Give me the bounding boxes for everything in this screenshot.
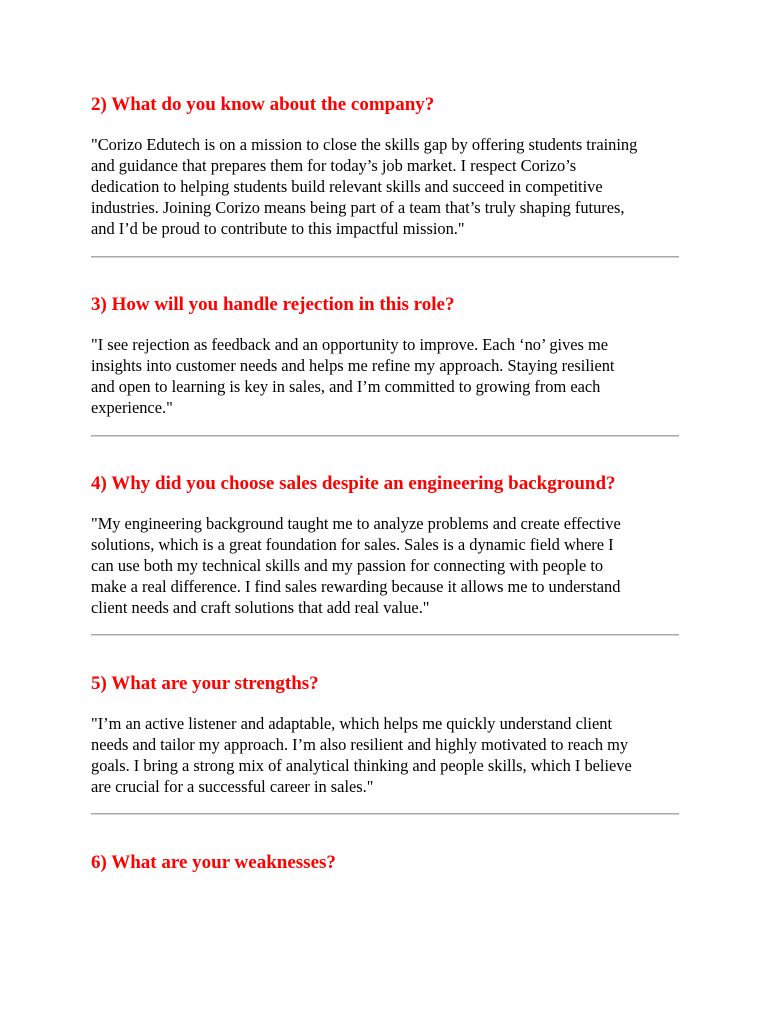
- answer-line: experience.": [91, 398, 173, 417]
- qa-section-company: [91, 94, 679, 239]
- question-heading: 5) What are your strengths?: [91, 673, 319, 694]
- answer-line: and I’d be proud to contribute to this impactful mission.": [91, 219, 465, 238]
- question-heading: 4) Why did you choose sales despite an engineering background?: [91, 473, 616, 494]
- answer-line: dedication to helping students build relevant skills and succeed in competitive: [91, 177, 603, 196]
- answer-line: solutions, which is a great foundation for sales. Sales is a dynamic field where I: [91, 535, 614, 554]
- answer-line: "Corizo Edutech is on a mission to close the skills gap by offering students training: [91, 135, 638, 154]
- answer-line: and guidance that prepares them for today’s job market. I respect Corizo’s: [91, 156, 577, 175]
- qa-section-rejection: [91, 294, 679, 418]
- answer-line: needs and tailor my approach. I’m also resilient and highly motivated to reach my: [91, 735, 629, 754]
- qa-section-strengths: [91, 673, 679, 797]
- qa-section-weaknesses: [91, 852, 679, 874]
- question-heading: 6) What are your weaknesses?: [91, 852, 336, 873]
- answer-line: are crucial for a successful career in sales.": [91, 777, 374, 796]
- qa-section-sales-choice: [91, 473, 679, 618]
- section-divider: [91, 256, 679, 258]
- answer-paragraph: [91, 713, 679, 797]
- answer-line: goals. I bring a strong mix of analytical thinking and people skills, which I believe: [91, 756, 632, 775]
- section-divider: [91, 813, 679, 815]
- answer-line: make a real difference. I find sales rewarding because it allows me to understand: [91, 577, 621, 596]
- answer-line: insights into customer needs and helps me refine my approach. Staying resilient: [91, 356, 615, 375]
- answer-line: "I see rejection as feedback and an opportunity to improve. Each ‘no’ gives me: [91, 335, 609, 354]
- answer-paragraph: [91, 334, 679, 418]
- answer-paragraph: [91, 134, 679, 239]
- answer-paragraph: [91, 513, 679, 618]
- answer-line: "I’m an active listener and adaptable, which helps me quickly understand client: [91, 714, 612, 733]
- answer-line: can use both my technical skills and my passion for connecting with people to: [91, 556, 604, 575]
- question-heading: 3) How will you handle rejection in this role?: [91, 294, 455, 315]
- answer-line: "My engineering background taught me to analyze problems and create effective: [91, 514, 621, 533]
- answer-line: client needs and craft solutions that add real value.": [91, 598, 430, 617]
- section-divider: [91, 435, 679, 437]
- section-divider: [91, 634, 679, 636]
- answer-line: and open to learning is key in sales, and I’m committed to growing from each: [91, 377, 601, 396]
- answer-line: industries. Joining Corizo means being part of a team that’s truly shaping futures,: [91, 198, 625, 217]
- question-heading: 2) What do you know about the company?: [91, 94, 435, 115]
